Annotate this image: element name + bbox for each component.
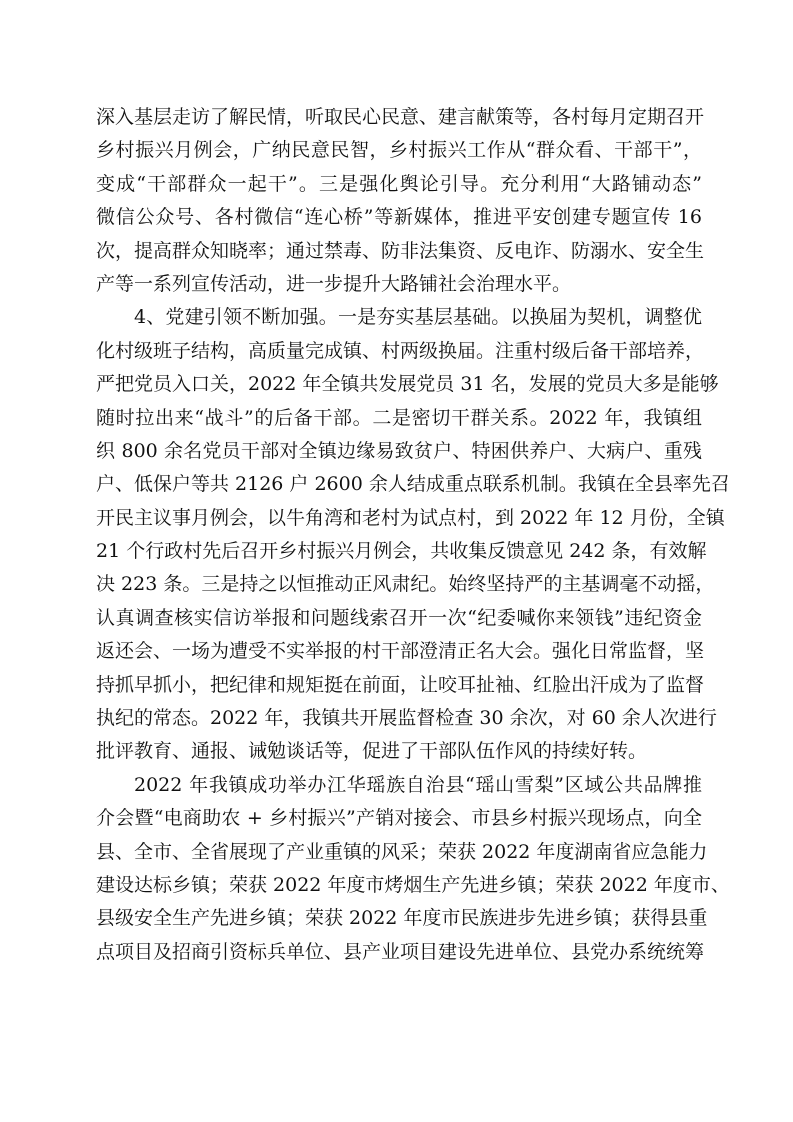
text-line: 介会暨“电商助农 + 乡村振兴”产销对接会、市县乡村振兴现场点，向全 (96, 807, 702, 830)
text-line: 建设达标乡镇；荣获 2022 年度市烤烟生产先进乡镇；荣获 2022 年度市、 (96, 873, 730, 896)
text-line: 点项目及招商引资标兵单位、县产业项目建设先进单位、县党办系统统筹 (96, 940, 705, 963)
text-line: 产等一系列宣传活动，进一步提升大路铺社会治理水平。 (96, 272, 572, 295)
text-line: 乡村振兴月例会，广纳民意民智，乡村振兴工作从“群众看、干部干”， (96, 139, 702, 162)
text-line: 户、低保户等共 2126 户 2600 余人结成重点联系机制。我镇在全县率先召 (96, 473, 730, 496)
text-line: 2022 年我镇成功举办江华瑶族自治县“瑶山雪梨”区域公共品牌推 (134, 773, 702, 796)
text-line: 4、党建引领不断加强。一是夯实基层基础。以换届为契机，调整优 (134, 306, 702, 329)
text-line: 21 个行政村先后召开乡村振兴月例会，共收集反馈意见 242 条，有效解 (96, 540, 707, 563)
text-line: 深入基层走访了解民情，听取民心民意、建言献策等，各村每月定期召开 (96, 106, 705, 128)
paragraph (96, 769, 730, 969)
text-line: 严把党员入口关，2022 年全镇共发展党员 31 名，发展的党员大多是能够 (96, 373, 719, 396)
paragraph (96, 301, 730, 768)
text-line: 执纪的常态。2022 年，我镇共开展监督检查 30 余次，对 60 余人次进行 (96, 707, 717, 730)
text-line: 微信公众号、各村微信“连心桥”等新媒体，推进平安创建专题宣传 16 (96, 206, 702, 229)
text-line: 次，提高群众知晓率；通过禁毒、防非法集资、反电诈、防溺水、安全生 (96, 239, 705, 262)
document-page (96, 101, 730, 969)
text-line: 织 800 余名党员干部对全镇边缘易致贫户、特困供养户、大病户、重残 (96, 439, 702, 462)
text-line: 开民主议事月例会，以牛角湾和老村为试点村，到 2022 年 12 月份，全镇 (96, 506, 725, 529)
text-line: 随时拉出来“战斗”的后备干部。二是密切干群关系。2022 年，我镇组 (96, 406, 702, 429)
text-line: 化村级班子结构，高质量完成镇、村两级换届。注重村级后备干部培养， (96, 339, 705, 362)
text-line: 认真调查核实信访举报和问题线索召开一次“纪委喊你来领钱”违纪资金 (96, 606, 702, 629)
text-line: 批评教育、通报、诫勉谈话等，促进了干部队伍作风的持续好转。 (96, 740, 648, 763)
text-line: 变成“干部群众一起干”。三是强化舆论引导。充分利用“大路铺动态” (96, 172, 702, 195)
text-line: 决 223 条。三是持之以恒推动正风肃纪。始终坚持严的主基调毫不动摇， (96, 573, 715, 596)
text-line: 县级安全生产先进乡镇；荣获 2022 年度市民族进步先进乡镇；获得县重 (96, 907, 708, 930)
text-line: 持抓早抓小，把纪律和规矩挺在前面，让咬耳扯袖、红脸出汗成为了监督 (96, 673, 705, 696)
paragraph (96, 101, 705, 301)
text-line: 返还会、一场为遭受不实举报的村干部澄清正名大会。强化日常监督，坚 (96, 640, 705, 663)
text-line: 县、全市、全省展现了产业重镇的风采；荣获 2022 年度湖南省应急能力 (96, 840, 708, 863)
